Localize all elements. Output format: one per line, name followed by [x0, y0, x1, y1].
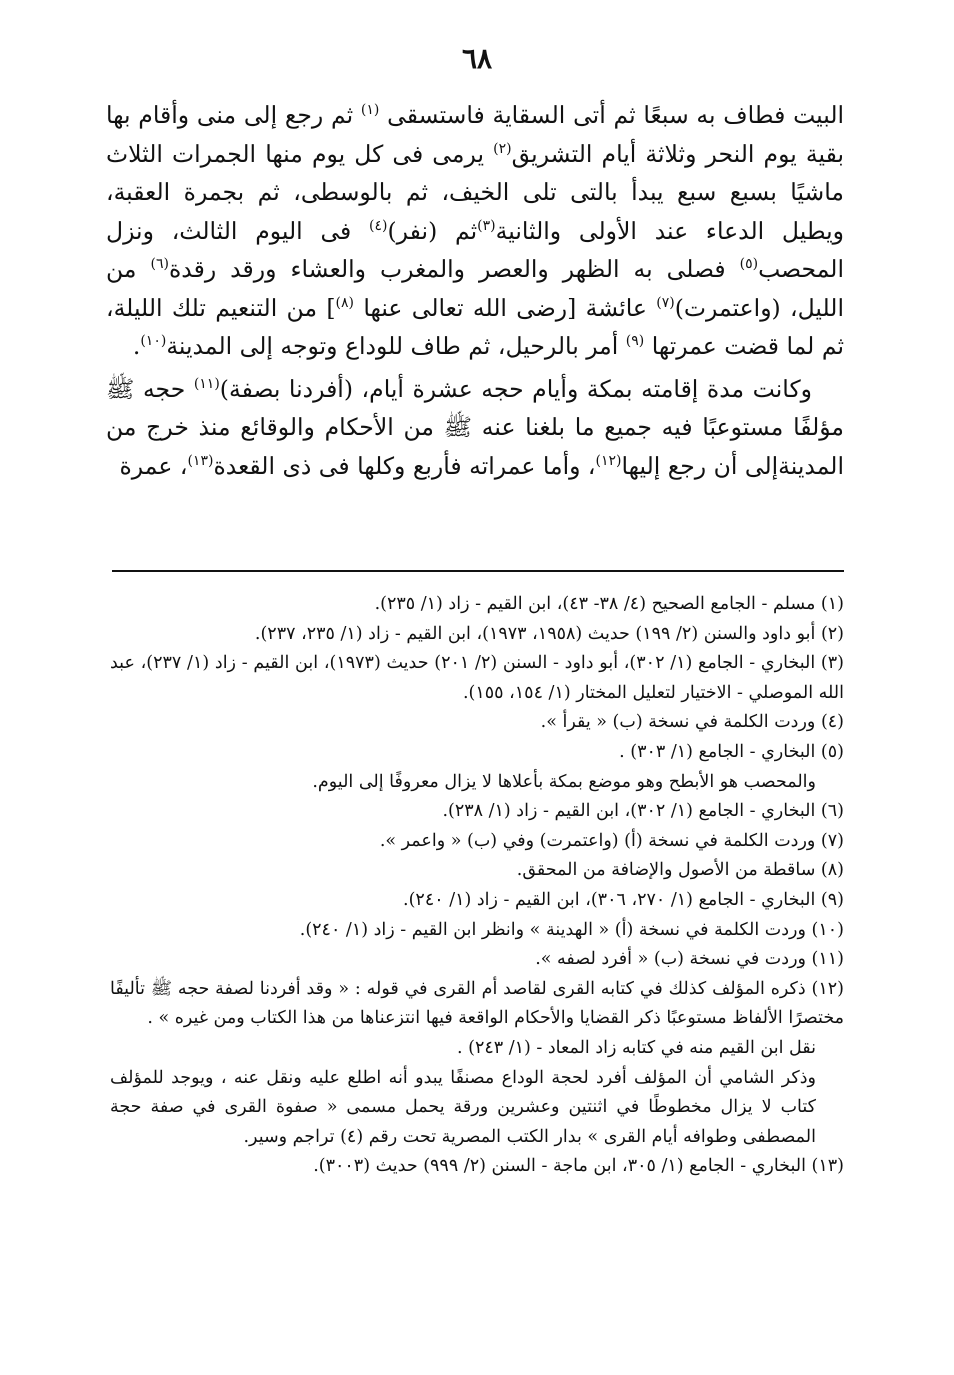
footnote: نقل ابن القيم منه في كتابه زاد المعاد - (١/ ٢٤٣) .: [456, 1037, 816, 1058]
footnote-marker: (٨): [335, 294, 354, 311]
footnote-marker: (٧): [656, 294, 675, 311]
footnote: (١٢) ذكره المؤلف كذلك في كتابه القرى لقاصد أم القرى في قوله : « وقد أفردنا لصفة حجه ﷺ تأليفًا مختصرًا الألفاظ مستوعبًا ذكر القضايا والأحكام الواقعة فيها انتزعناها من هذا الكتاب ومن غيره » .: [110, 978, 844, 1029]
paragraph: [106, 370, 844, 486]
page-number: ٦٨: [461, 42, 493, 75]
footnote-separator: [112, 570, 844, 572]
footnote-marker: (٦): [150, 256, 169, 273]
text-run: يرمى فى كل يوم منها الجمرات الثلاث ماشيًا بسبع سبع يبدأ بالتى تلى الخيف، ثم بالوسطى، ثم بجمرة العقبة، ويطيل الدعاء عند الأولى والثانية: [106, 139, 844, 245]
footnote: وذكر الشامي أن المؤلف أفرد لحجة الوداع مصنفًا يبدو أنه اطلع عليه ونقل عنه ، ويوجد للمؤلف كتاب لا يزال مخطوطًا في اثنتين وعشرين ورقة يحمل مسمى « صفوة القرى في صفة حجة المصطفى وطوافه أيام القرى » بدار الكتب المصرية تحت رقم (٤) تراجم وسير.: [110, 1067, 816, 1147]
footnote: (٤) وردت الكلمة في نسخة (ب) « يقرأ ».: [540, 712, 844, 733]
text-run: عائشة [رضى الله تعالى عنها: [354, 293, 657, 322]
text-run: ] من التنعيم تلك الليلة، ثم لما قضت عمرتها: [106, 293, 844, 360]
footnote: (٦) البخاري - الجامع (١/ ٣٠٢)، ابن القيم - زاد (١/ ٢٣٨).: [442, 801, 844, 822]
footnote-marker: (٥): [739, 256, 759, 273]
footnote-marker: (٢): [493, 140, 512, 157]
text-run: فى اليوم الثالث، ونزل المحصب: [106, 216, 844, 283]
text-run: ، وأما عمراته فأربع وكلها فى ذى القعدة: [213, 451, 596, 480]
footnote: والمحصب هو الأبطح وهو موضع بمكة بأعلاها لا يزال معروفًا إلى اليوم.: [312, 771, 816, 792]
footnote: (٧) وردت الكلمة في نسخة (أ) (واعتمرت) وفي (ب) « واعمر ».: [379, 830, 844, 851]
footnote: (٥) البخاري - الجامع (١/ ٣٠٣) .: [619, 741, 844, 762]
text-run: ، عمرة: [119, 451, 188, 480]
text-run: أمر بالرحيل، ثم طاف للوداع وتوجه إلى المدينة: [166, 332, 626, 360]
text-run: .: [132, 332, 141, 360]
footnote-marker: (١): [360, 102, 380, 119]
footnote-marker: (١١): [193, 375, 220, 392]
text-run: فصلى به الظهر والعصر والمغرب والعشاء ورقد رقدة: [168, 255, 740, 283]
text-run: من الليل، (واعتمرت): [106, 255, 844, 322]
footnote-marker: (١٢): [595, 452, 622, 469]
footnote: (٢) أبو داود والسنن (٢/ ١٩٩) حديث (١٩٥٨، ١٩٧٣)، ابن القيم - زاد (١/ ٢٣٥، ٢٣٧).: [254, 623, 844, 644]
paragraph: [106, 96, 844, 366]
footnote-marker: (٣): [477, 217, 496, 234]
footnote: (١٠) وردت الكلمة في نسخة (أ) « الهدينة » وانظر ابن القيم - زاد (١/ ٢٤٠).: [299, 919, 844, 940]
text-run: ثم رجع إلى منى وأقام بها بقية يوم النحر وثلاثة أيام التشريق: [106, 101, 845, 168]
footnote: (١٣) البخاري - الجامع (١/ ٣٠٥، ابن ماجة - السنن (٢/ ٩٩٩) حديث (٣٠٠٣).: [313, 1156, 844, 1177]
text-run: ثم (نفر): [387, 216, 478, 245]
footnote: (١١) وردت في نسخة (ب) « أفرد لصفه ».: [535, 949, 844, 970]
footnote-marker: (١٠): [140, 333, 167, 350]
footnote: (٩) البخاري - الجامع (١/ ٢٧٠، ٣٠٦)، ابن القيم - زاد (١/ ٢٤٠).: [403, 889, 844, 910]
main-text: [106, 96, 844, 485]
footnotes: [110, 590, 844, 1182]
footnote: (٨) ساقطة من الأصول والإضافة من المحقق.: [516, 860, 844, 881]
text-run: حجه ﷺ مؤلفًا مستوعبًا فيه جميع ما بلغنا عنه ﷺ من الأحكام والوقائع منذ خرج من المدينةإلى أن رجع إليها: [106, 374, 844, 480]
footnote-marker: (٩): [625, 333, 645, 350]
text-run: البيت فطاف به سبعًا ثم أتى السقاية فاستسقى: [379, 101, 845, 129]
footnote-marker: (٤): [369, 217, 388, 234]
text-run: وكانت مدة إقامته بمكة وأيام حجه عشرة أيام، (أفردنا بصفة): [219, 374, 812, 403]
footnote-marker: (١٣): [187, 452, 214, 469]
footnote: (١) مسلم - الجامع الصحيح (٤/ ٣٨- ٤٣)، ابن القيم - زاد (١/ ٢٣٥).: [374, 594, 844, 614]
footnote: (٣) البخاري - الجامع (١/ ٣٠٢)، أبو داود - السنن (٢/ ٢٠١) حديث (١٩٧٣)، ابن القيم - زاد (١/ ٢٣٧)، عبد الله الموصلي - الاختيار لتعليل المختار (١/ ١٥٤، ١٥٥).: [110, 653, 844, 703]
